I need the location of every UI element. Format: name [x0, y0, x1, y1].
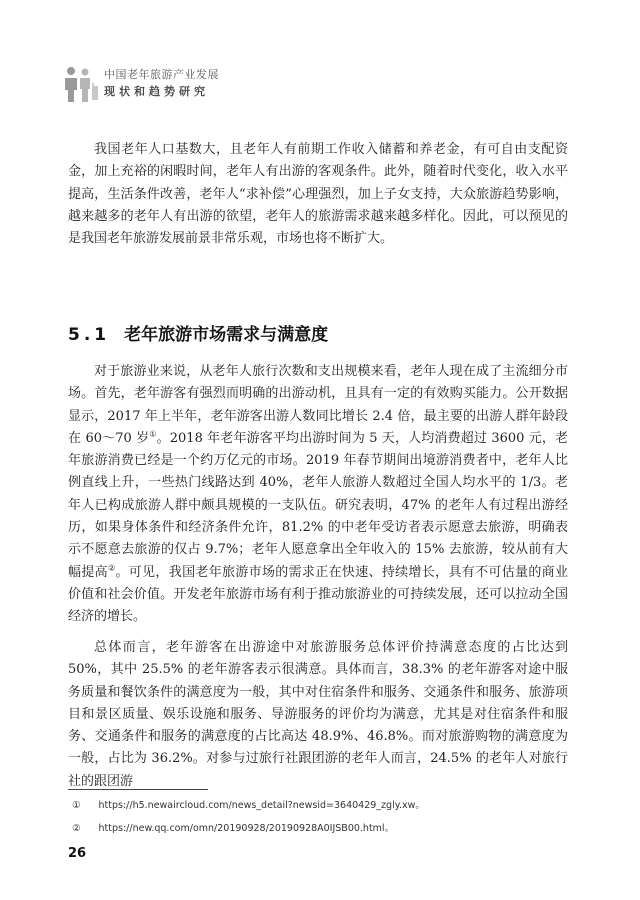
paragraph-intro: 我国老年人口基数大，且老年人有前期工作收入储蓄和养老金，有可自由支配资金，加上充裕的闲暇时间，老年人有出游的客观条件。此外，随着时代变化，收入水平提高，生活条件改善，老年人“求补偿”心理强烈，加上子女支持，大众旅游趋势影响，越来越多的老年人有出游的欲望，老年人的旅游需求越来越多样化。因此，可以预见的是我国老年旅游发展前景非常乐观，市场也将不断扩大。: [68, 142, 568, 247]
paragraph-market-demand: [68, 361, 568, 629]
paragraph-satisfaction: 总体而言，老年游客在出游途中对旅游服务总体评价持满意态度的占比达到 50%，其中 25.5% 的老年游客表示很满意。具体而言，38.3% 的老年游客对途中服务质量和餐饮条件的满意度为一般，其中对住宿条件和服务、交通条件和服务、旅游项目和景区质量、娱乐设施和服务、导游服务的评价均为满意，尤其是对住宿条件和服务、交通条件和服务的满意度的占比高达 48.9%、46.8%。而对旅游购物的满意度为一般，占比为 36.2%。对参与过旅行社跟团游的老年人而言，24.5% 的老年人对旅行社的跟团游: [68, 640, 568, 789]
footnote-divider: [68, 789, 208, 790]
footnote-2-link[interactable]: https://new.qq.com/omn/20190928/20190928A0IJSB00.html。: [98, 823, 395, 834]
header-title-line1: 中国老年旅游产业发展: [104, 68, 219, 81]
elderly-couple-logo-icon: [60, 64, 100, 104]
running-header: [60, 64, 260, 104]
section-title: 老年旅游市场需求与满意度: [124, 325, 329, 345]
header-title-line2: 现状和趋势研究: [104, 85, 209, 98]
footnote-2-mark: ②: [72, 823, 81, 834]
paragraph-market-demand-part1: 对于旅游业来说，从老年人旅行次数和支出规模来看，老年人现在成了主流细分市场。首先，老年游客有强烈而明确的出游动机，且具有一定的有效购买能力。公开数据显示，2017 年上半年，老年游客出游人数同比增长 2.4 倍，最主要的出游人群年龄段在 60～70 岁: [68, 364, 568, 446]
footnote-1: [72, 797, 425, 811]
footnote-1-link[interactable]: https://h5.newaircloud.com/news_detail?newsid=3640429_zgly.xw。: [98, 800, 425, 811]
footnote-1-mark: ①: [72, 800, 81, 811]
page-number: 26: [68, 846, 87, 861]
paragraph-market-demand-part3: 。可见，我国老年旅游市场的需求正在快速、持续增长，具有不可估量的商业价值和社会价值。开发老年旅游市场有利于推动旅游业的可持续发展，还可以拉动全国经济的增长。: [68, 564, 568, 625]
footnote-2: [72, 820, 394, 834]
section-heading: [68, 320, 328, 345]
footnote-ref-1[interactable]: ①: [149, 429, 157, 439]
paragraph-market-demand-part2: 。2018 年老年游客平均出游时间为 5 天，人均消费超过 3600 元，老年旅游消费已经是一个约万亿元的市场。2019 年春节期间出境游消费者中，老年人比例直线上升，一些热门线路达到 40%，老年人旅游人数超过全国人均水平的 1/3。老年人已构成旅游人群中颇具规模的一支队伍。研究表明，47% 的老年人有过程出游经历，如果身体条件和经济条件允许，81.2% 的中老年受访者表示愿意去旅游，明确表示不愿意去旅游的仅占 9.7%；老年人愿意拿出全年收入的 15% 去旅游，较从前有大幅提高: [68, 430, 568, 580]
section-number: 5.1: [68, 325, 111, 345]
footnote-ref-2[interactable]: ②: [107, 563, 116, 573]
